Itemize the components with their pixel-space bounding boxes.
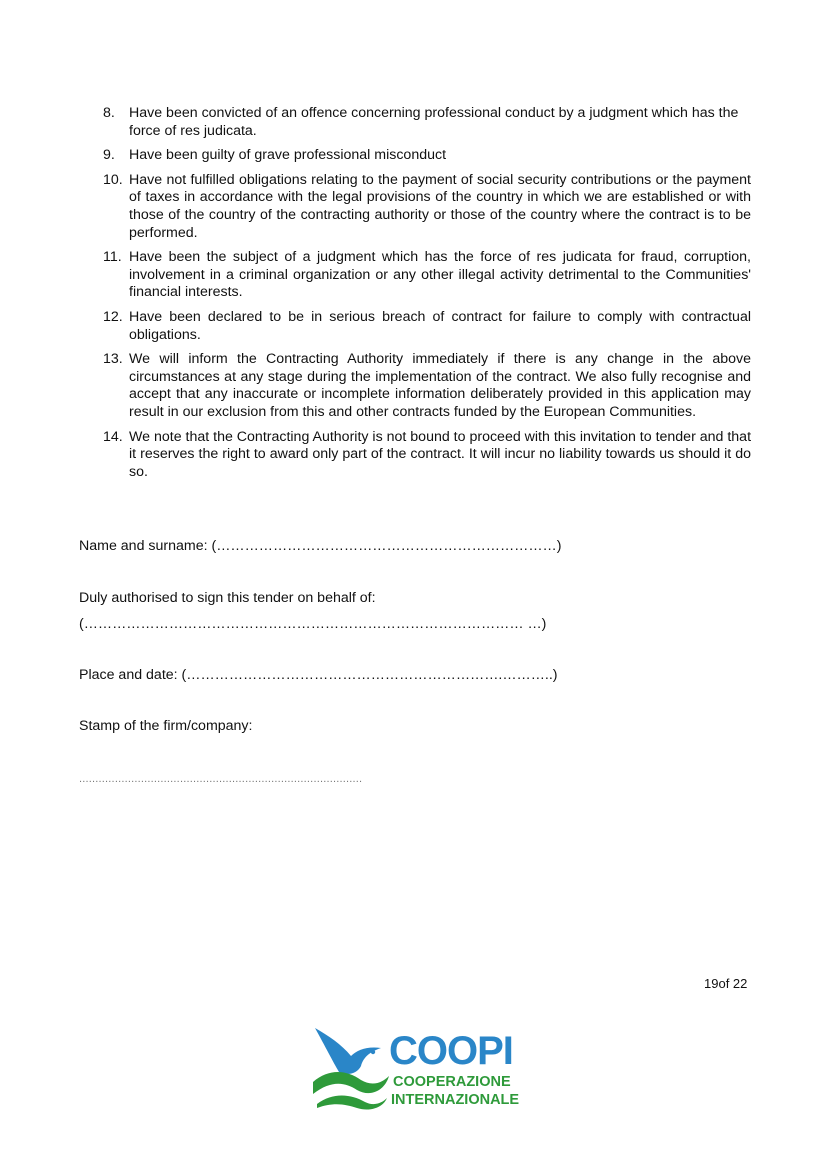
list-item (103, 249, 751, 302)
item-text: Have been declared to be in serious breach of contract for failure to comply with contractual obligations. (129, 308, 751, 343)
coopi-logo (311, 1024, 527, 1110)
item-number: 12. (103, 308, 123, 325)
page-number: 19of 22 (704, 976, 748, 991)
logo-line2: INTERNAZIONALE (391, 1092, 520, 1108)
signature-line: ....................................................................................... (79, 773, 363, 785)
logo-line1: COOPERAZIONE (393, 1074, 511, 1090)
place-date-field: Place and date: (………………………………………………………….………..) (79, 667, 558, 683)
item-number: 14. (103, 428, 123, 445)
list-item (103, 105, 751, 140)
item-text: Have been guilty of grave professional misconduct (129, 147, 447, 164)
item-number: 9. (103, 147, 115, 164)
logo-wordmark: COOPI (389, 1029, 513, 1073)
list-item (103, 429, 751, 482)
item-text: We note that the Contracting Authority is not bound to proceed with this invitation to tender and that it reserves the right to award only part of the contract. It will incur no liability towards us should it do so. (129, 428, 752, 480)
stamp-label: Stamp of the firm/company: (79, 718, 253, 734)
item-number: 8. (103, 105, 115, 121)
list-item (103, 351, 751, 421)
list-item (103, 172, 751, 242)
list-item (103, 147, 751, 165)
item-text: Have been the subject of a judgment which has the force of res judicata for fraud, corruption, involvement in a criminal organization or any other illegal activity detrimental to the Communities' financial interests. (129, 249, 751, 301)
list-item (103, 309, 751, 344)
item-number: 11. (103, 249, 122, 266)
authorised-line: (………………………………………………………………………………… …) (79, 616, 547, 632)
item-text: Have not fulfilled obligations relating to the payment of social security contributions or the payment of taxes in accordance with the legal provisions of the country in which we are established or with those of the country of the contracting authority or those of the country where the contract is to be performed. (129, 171, 751, 241)
coopi-emblem-icon (311, 1024, 527, 1110)
authorised-label: Duly authorised to sign this tender on behalf of: (79, 590, 376, 606)
item-text: Have been convicted of an offence concerning professional conduct by a judgment which has the force of res judicata. (129, 105, 739, 139)
numbered-list (103, 105, 751, 488)
item-text: We will inform the Contracting Authority immediately if there is any change in the above circumstances at any stage during the implementation of the contract. We also fully recognise and accept that any inaccurate or incomplete information deliberately provided in this application may result in our exclusion from this and other contracts funded by the European Communities. (129, 351, 751, 420)
item-number: 10. (103, 171, 123, 188)
name-surname-field: Name and surname: (………………………………………………………………) (79, 538, 562, 554)
item-number: 13. (103, 351, 123, 368)
